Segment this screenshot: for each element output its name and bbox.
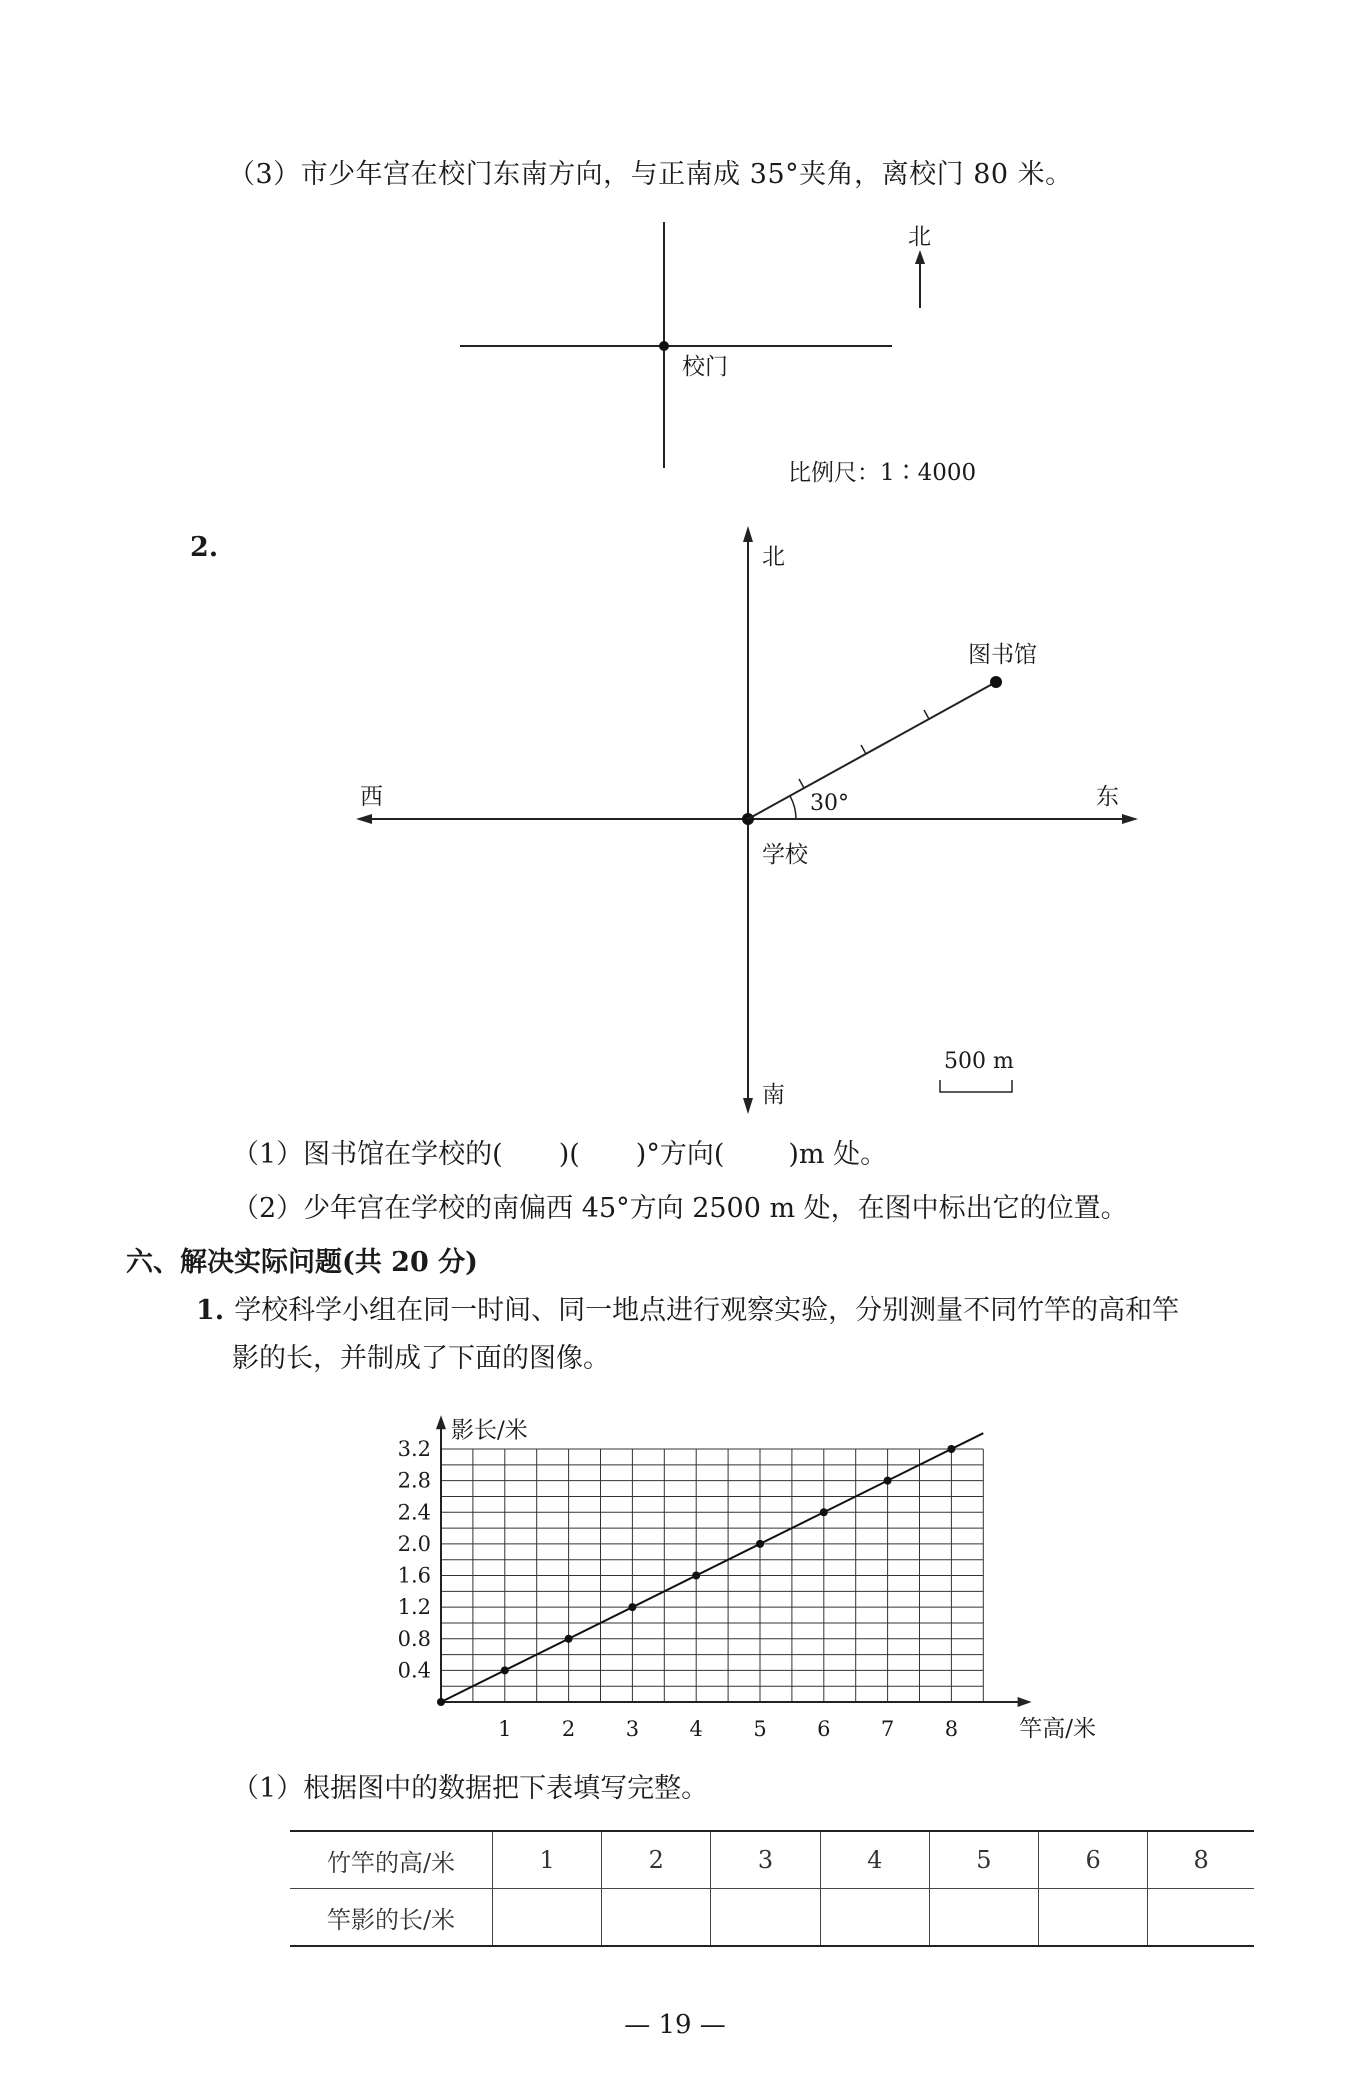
table-row	[290, 1831, 1254, 1889]
q2-map	[0, 520, 1350, 1120]
y-tick-label: 1.2	[397, 1595, 431, 1620]
q2-sub1-part-d: )m 处。	[788, 1139, 888, 1170]
problem-1-number: 1.	[196, 1295, 225, 1326]
problem-1-text: 学校科学小组在同一时间、同一地点进行观察实验，分别测量不同竹竿的高和竿	[234, 1295, 1180, 1326]
data-point	[947, 1445, 955, 1453]
x-tick-label: 2	[561, 1717, 576, 1740]
answer-cell[interactable]	[1039, 1889, 1148, 1947]
answer-cell[interactable]	[820, 1889, 929, 1947]
q2-scale-label: 500 m	[944, 1049, 1014, 1074]
table-row-header: 竿影的长/米	[326, 1905, 456, 1934]
series-line	[441, 1433, 983, 1702]
north-arrowhead-icon	[915, 250, 925, 264]
q2-sub1-part-a: （1）图书馆在学校的(	[232, 1139, 503, 1170]
problem-1-line1	[196, 1288, 1179, 1327]
q2-sub1	[232, 1132, 887, 1171]
x-tick-label: 4	[689, 1717, 703, 1740]
data-point	[628, 1603, 636, 1611]
table-cell: 2	[602, 1831, 711, 1889]
q2-library-ray	[748, 682, 996, 819]
table-cell: 3	[711, 1831, 820, 1889]
q2-scale-bar	[940, 1080, 1012, 1092]
data-point	[884, 1477, 892, 1485]
q3-gate-point	[659, 341, 669, 351]
y-tick-label: 2.0	[397, 1531, 431, 1556]
q3-text: （3）市少年宫在校门东南方向，与正南成 35°夹角，离校门 80 米。	[228, 159, 1073, 190]
data-point	[756, 1540, 764, 1548]
x-tick-label: 1	[498, 1717, 512, 1740]
table-cell: 5	[929, 1831, 1038, 1889]
page-number: — 19 —	[624, 2010, 726, 2040]
q3-scale-label: 比例尺：1∶4000	[788, 460, 977, 486]
table-cell: 1	[493, 1831, 602, 1889]
q2-angle-label: 30°	[810, 791, 849, 816]
data-point	[820, 1508, 828, 1516]
y-tick-label: 2.4	[397, 1500, 431, 1525]
table-row	[290, 1889, 1254, 1947]
data-point	[501, 1666, 509, 1674]
q2-ray-tick	[924, 710, 929, 719]
q2-school-label: 学校	[762, 842, 808, 868]
q2-angle-arc	[790, 796, 796, 819]
y-axis-arrowhead-icon	[436, 1415, 446, 1429]
y-axis-label: 影长/米	[451, 1417, 528, 1444]
q2-sub2: （2）少年宫在学校的南偏西 45°方向 2500 m 处，在图中标出它的位置。	[232, 1193, 1128, 1224]
section-6-title: 六、解决实际问题(共 20 分)	[126, 1247, 478, 1278]
q3-north-label: 北	[908, 224, 931, 250]
shadow-length-chart	[0, 1400, 1350, 1740]
data-table	[290, 1830, 1254, 1947]
problem-1-line2: 影的长，并制成了下面的图像。	[232, 1343, 610, 1374]
table-cell: 8	[1148, 1831, 1254, 1889]
x-tick-label: 6	[817, 1717, 831, 1740]
table-intro: （1）根据图中的数据把下表填写完整。	[232, 1773, 709, 1804]
q2-west-label: 西	[360, 784, 383, 810]
x-tick-label: 7	[880, 1717, 895, 1740]
q2-ray-tick	[861, 745, 866, 754]
table-row-header: 竹竿的高/米	[290, 1831, 493, 1889]
q2-east-label: 东	[1096, 784, 1119, 810]
x-axis-label: 竿高/米	[1019, 1716, 1097, 1740]
q2-ray-tick	[799, 779, 804, 788]
q2-number: 2.	[190, 532, 219, 563]
y-tick-label: 3.2	[397, 1437, 431, 1461]
answer-cell[interactable]	[929, 1889, 1038, 1947]
north-arrowhead-icon	[743, 526, 753, 542]
y-tick-label: 0.4	[397, 1658, 431, 1683]
answer-cell[interactable]	[1148, 1889, 1254, 1947]
east-arrowhead-icon	[1122, 814, 1138, 824]
x-tick-label: 5	[753, 1717, 767, 1740]
data-point	[565, 1635, 573, 1643]
y-tick-label: 2.8	[397, 1468, 431, 1493]
q2-library-label: 图书馆	[968, 642, 1037, 668]
data-point	[437, 1698, 445, 1706]
south-arrowhead-icon	[743, 1098, 753, 1114]
table-cell: 6	[1039, 1831, 1148, 1889]
q2-south-label: 南	[762, 1082, 785, 1108]
y-tick-label: 1.6	[397, 1563, 431, 1588]
q2-sub1-part-b: )(	[558, 1139, 580, 1170]
q3-gate-label: 校门	[682, 354, 728, 380]
q2-sub1-part-c: )°方向(	[635, 1139, 725, 1170]
x-axis-arrowhead-icon	[1018, 1697, 1032, 1707]
x-tick-label: 8	[944, 1717, 959, 1740]
west-arrowhead-icon	[356, 814, 372, 824]
x-tick-label: 3	[625, 1717, 640, 1740]
answer-cell[interactable]	[493, 1889, 602, 1947]
table-cell: 4	[820, 1831, 929, 1889]
data-point	[692, 1572, 700, 1580]
q2-library-point	[990, 676, 1002, 688]
q2-north-label: 北	[762, 544, 785, 570]
q3-map	[0, 0, 1350, 520]
y-tick-label: 0.8	[397, 1626, 431, 1651]
answer-cell[interactable]	[711, 1889, 820, 1947]
answer-cell[interactable]	[602, 1889, 711, 1947]
